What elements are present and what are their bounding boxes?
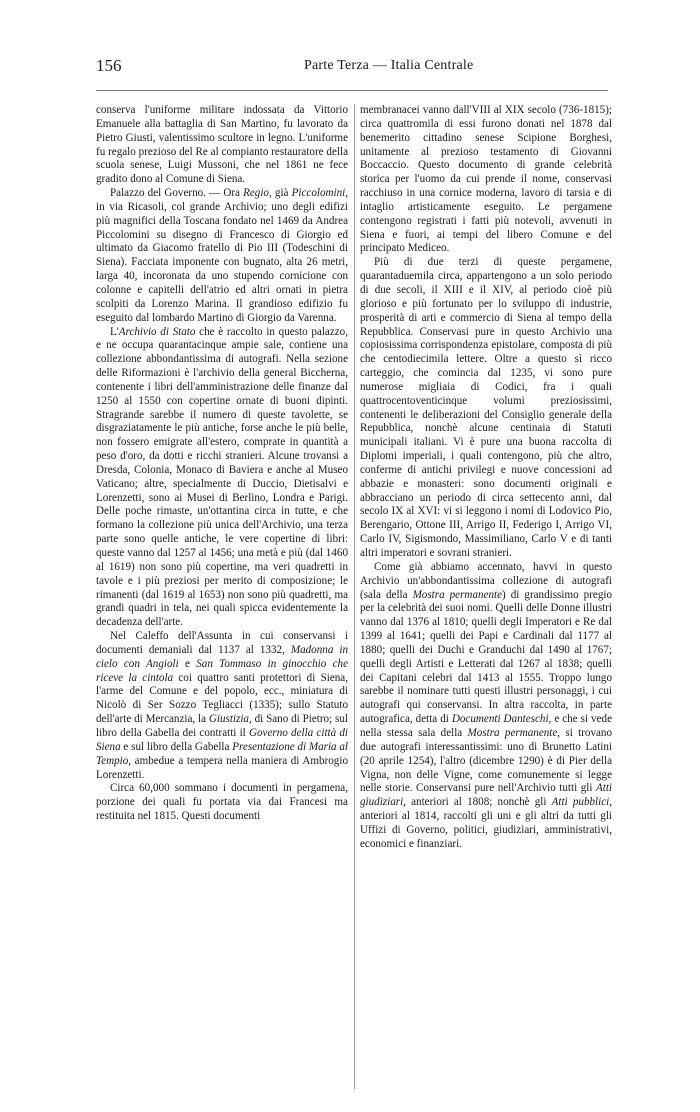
text-run: Nel Caleffo dell'Assunta in cui conservansi i documenti demaniali dal 1137 al 1332,	[96, 630, 348, 656]
text-run: Palazzo del Governo. — Ora	[110, 187, 244, 200]
text-run: , anteriori al 1808; nonchè gli	[403, 796, 552, 809]
paragraph	[96, 104, 348, 187]
text-run: Più di due terzi di queste pergamene, quarantaduemila circa, appartengono a un solo periodo di due secoli, il XIII e il XIV, al periodo cioè più glorioso e più fortunato per lo sviluppo di industrie, prosperità di arti e commercio di Siena al tempo della Repubblica. Conservasi pure in questo Archivio una copiosissima corrispondenza epistolare, composta di più che centodiecimila lettere. Oltre a questo sì ricco carteggio, che comincia dal 1235, vi sono pure numerose migliaia di Codici, fra i quali quattrocentoventicinque volumi preziosissimi, contenenti le deliberazioni del Consiglio generale della Repubblica, nonchè alcune centinaia di Statuti municipali italiani. Vi è pure una buona raccolta di Diplomi imperiali, i quali contengono, più che altro, conferme di antichi privilegi e nuove concessioni ad abbazie e monasteri: sono documenti originali e abbracciano un periodo di circa settecento anni, dal secolo IX al XVI: vi si leggono i nomi di Lodovico Pio, Berengario, Ottone III, Arrigo II, Federigo I, Arrigo VI, Carlo IV, Sigismondo, Massimiliano, Carlo V e di tanti altri imperatori e sovrani stranieri.	[360, 256, 612, 559]
right-column	[360, 104, 612, 852]
italic-text: Documenti Danteschi	[451, 713, 549, 726]
text-run: , si trovano due autografi interessantissimi: uno di Brunetto Latini (20 aprile 1254), l'altro (dicembre 1290) è di Pier della Vigna, non delle Vigne, come comunemente si legge nelle storie. Conservansi pure nell'Archivio tutti gli	[360, 726, 613, 795]
text-run: ) di grandissimo pregio per la celebrità dei suoi nomi. Quelli delle Donne illustri vanno dal 1376 al 1810; quelli degli Imperatori e Re dal 1399 al 1641; quelli dei Papi e Cardinali dal 1177 al 1880; quelli dei Duchi e Granduchi dal 1490 al 1767; quelli degli Artisti e Letterati dal 1267 al 1838; quelli dei Capitani celebri dal 1413 al 1555. Troppo lungo sarebbe il nominare tutti questi illustri personaggi, i cui autografi qui conservansi. In altra raccolta, in parte autografica, detta di	[360, 588, 612, 726]
text-run: che è raccolto in questo palazzo, e ne occupa quarantacinque ampie sale, contiene una collezione abbondantissima di autografi. Nella sezione delle Riformazioni è l'archivio della general Biccherna, contenente i libri dell'amministrazione delle finanze dal 1250 al 1550 con copertine ornate di buoni dipinti. Stragrande sarebbe il numero di queste tavolette, se disgraziatamente le più antiche, forse anche le più belle, non fossero emigrate all'estero, comprate in quantità a peso d'oro, da dotti e ricchi stranieri. Alcune trovansi a Dresda, Colonia, Monaco di Baviera e anche al Museo Vaticano; altre, specialmente di Duccio, Dietisalvi e Lorenzetti, sono ai Musei di Berlino, Londra e Parigi. Delle poche rimaste, un'ottantina circa in tutte, e che formano la collezione più unica dell'Archivio, una terza parte sono quelle antiche, le vere copertine di libri: queste vanno dal 1257 al 1456; una metà e più (dal 1460 al 1619) non sono più copertine, ma veri quadretti in tavole e i più preziosi per merito di composizione; le rimanenti (dal 1619 al 1653) non sono più quadretti, ma grandi quadri in tela, nei quali spicca evidentemente la decadenza dell'arte.	[96, 325, 348, 629]
paragraph	[96, 326, 348, 631]
italic-text: Archivio di Stato	[118, 325, 196, 338]
text-run: e sul libro della Gabella	[120, 740, 233, 753]
text-run: , anteriori al 1814, raccolti gli uni e gli altri da tutti gli Uffizi di Governo, politici, giudiziari, amministrativi, economici e finanziari.	[360, 796, 613, 850]
italic-text: San Tommaso in ginocchio che riceve la cintola	[96, 657, 348, 684]
page-header	[96, 56, 608, 80]
paragraph	[360, 561, 612, 852]
italic-text: Atti pubblici	[551, 796, 610, 809]
text-run: coi quattro santi protettori di Siena, l'arme del Comune e del popolo, ecc., miniatura di Nicolò di Ser Sozzo Tegliacci (1335); sullo Statuto dell'arte di Mercanzia, la	[96, 671, 348, 726]
page-number: 156	[96, 56, 122, 75]
italic-text: Piccolomini	[291, 187, 346, 200]
column-divider	[354, 104, 355, 1089]
paragraph	[360, 104, 612, 256]
text-run: , di Sano di Pietro; sul libro della Gabella dei contratti il	[96, 713, 348, 739]
italic-text: Madonna in cielo con Angioli	[96, 643, 348, 670]
paragraph	[96, 187, 348, 325]
paragraph	[360, 256, 612, 561]
paragraph	[96, 630, 348, 782]
text-run: membranacei vanno dall'VIII al XIX secolo (736-1815); circa quattromila di essi furono donati nel 1878 dal benemerito cittadino senese Scipione Borghesi, unitamente al prezioso testamento di Giovanni Boccaccio. Questo documento di grande celebrità storica per l'uomo da cui prende il nome, conservasi racchiuso in una cornice moderna, lavoro di tarsia e di intaglio artisticamente eseguito. Le pergamene contengono registrati i fatti più notevoli, avvenuti in Siena e fuori, ai tempi del libero Comune e del principato Mediceo.	[360, 104, 612, 255]
text-run: L'	[110, 325, 119, 338]
italic-text: Giustizia	[208, 713, 249, 726]
text-run: Come già abbiamo accennato, havvi in questo Archivio un'abbondantissima collezione di autografi (sala della	[360, 560, 612, 601]
running-title: Parte Terza — Italia Centrale	[304, 58, 474, 73]
italic-text: Governo della città di Siena	[96, 726, 348, 753]
text-run: Circa 60,000 sommano i documenti in pergamena, porzione dei quali fu portata via dai Francesi ma restituita nel 1815. Questi documenti	[96, 782, 348, 823]
text-run: , e che si vede nella stessa sala della	[360, 713, 613, 739]
paragraph	[96, 782, 348, 824]
italic-text: Atti giudiziari	[360, 782, 612, 809]
italic-text: Mostra permanente	[412, 588, 503, 601]
italic-text: Regio	[243, 187, 269, 200]
text-run: , in via Ricasoli, col grande Archivio; uno degli edifizi più magnifici della Toscana fondato nel 1469 da Andrea Piccolomini su disegno di Francesco di Giorgio ed ultimato da Giacomo fratello di Pio III (Todeschini di Siena). Facciata imponente con bugnato, alta 26 metri, larga 40, incoronata da uno stupendo cornicione con colonne e capitelli dell'atrio ed altri ornati in pietra scolpiti da Lorenzo Marina. Il grandioso edifizio fu eseguito dal lombardo Martino di Giorgio da Varenna.	[96, 187, 348, 324]
text-run: e	[178, 657, 197, 670]
header-rule	[96, 90, 608, 91]
text-run: , ambedue a tempera nella maniera di Ambrogio Lorenzetti.	[96, 754, 348, 781]
italic-text: Mostra permanente	[467, 726, 558, 739]
text-run: conserva l'uniforme militare indossata da Vittorio Emanuele alla battaglia di San Martino, fu lavorato da Pietro Giusti, valentissimo scultore in legno. L'uniforme fu regalo prezioso del Re al compianto restauratore della scuola senese, Luigi Mussoni, che nel 1861 ne fece gradito dono al Comune di Siena.	[96, 104, 348, 186]
left-column	[96, 104, 348, 824]
text-run: , già	[268, 187, 292, 200]
italic-text: Presentazione di Maria al Tempio	[96, 740, 348, 767]
